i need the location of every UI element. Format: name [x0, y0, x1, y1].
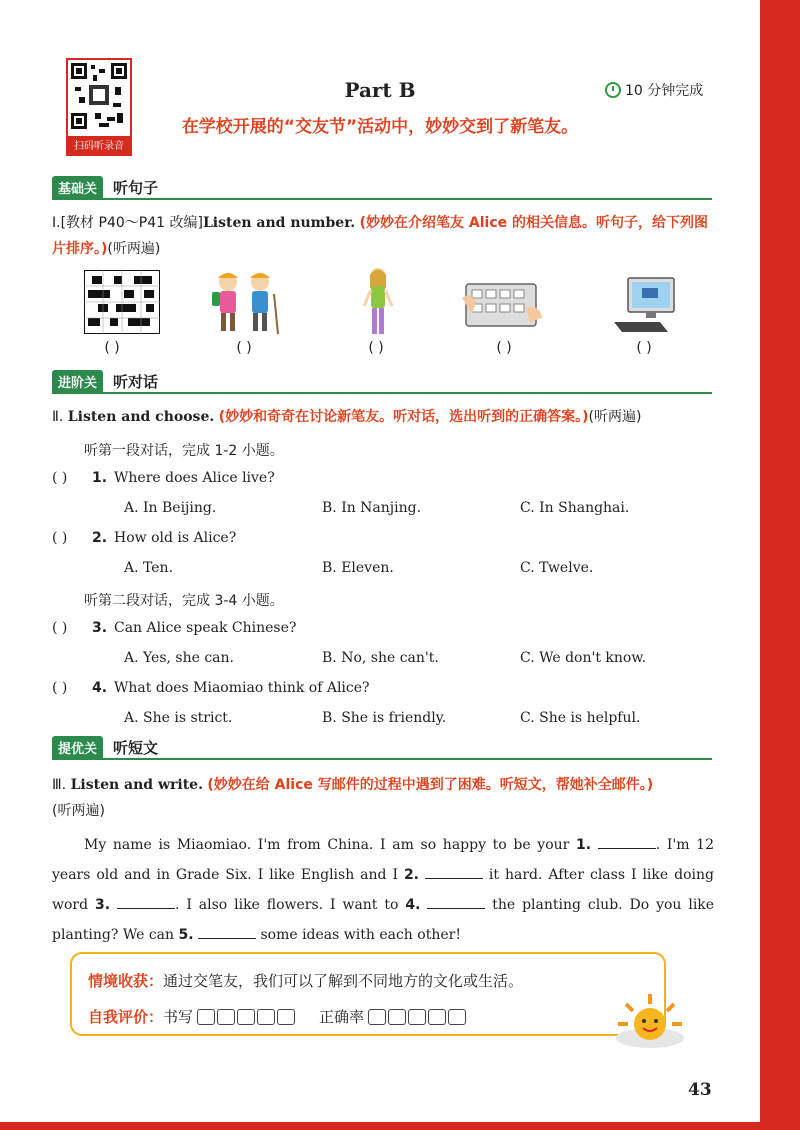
option-a[interactable]: A. Yes, she can.: [124, 650, 234, 666]
section-tag: 提优关: [52, 736, 103, 759]
thumb-icon[interactable]: [217, 1009, 235, 1025]
thumb-icon[interactable]: [388, 1009, 406, 1025]
answer-bracket[interactable]: ( ): [52, 680, 68, 696]
clock-icon: [605, 82, 621, 98]
answer-bracket[interactable]: ( ): [52, 530, 68, 546]
blank-1[interactable]: [598, 834, 656, 849]
section-name: 听对话: [113, 372, 159, 391]
blank-2[interactable]: [425, 864, 483, 879]
email-passage: My name is Miaomiao. I'm from China. I am so happy to be your 1. . I'm 12 years old and in Grade Six. I like English and I 2. it hard. After class I like doing word 3. . I also like flowers. I want to 4. the planting club. Do you like planting? We can 5. some ideas with each other!: [52, 830, 714, 950]
option-a[interactable]: A. She is strict.: [124, 710, 233, 726]
thumb-icon[interactable]: [428, 1009, 446, 1025]
dialogue-2-note: 听第二段对话，完成 3-4 小题。: [84, 593, 284, 609]
section-basic: [52, 176, 712, 200]
crossword-icon: [84, 270, 160, 334]
thumb-icon[interactable]: [237, 1009, 255, 1025]
option-b[interactable]: B. No, she can't.: [322, 650, 439, 666]
qr-code[interactable]: [66, 58, 132, 156]
answer-bracket[interactable]: ( ): [52, 470, 68, 486]
page-frame-right: [760, 0, 800, 1130]
girl-icon: [358, 266, 398, 338]
answer-bracket[interactable]: ( ): [52, 620, 68, 636]
answer-paren-1[interactable]: ( ): [104, 340, 120, 356]
question-row: ( ) 1. Where does Alice live?: [52, 470, 275, 486]
answer-paren-4[interactable]: ( ): [496, 340, 512, 356]
option-b[interactable]: B. She is friendly.: [322, 710, 447, 726]
option-c[interactable]: C. In Shanghai.: [520, 500, 630, 516]
question-3-instruction: Ⅲ. Listen and write. (妙妙在给 Alice 写邮件的过程中遇到了困难。听短文，帮她补全邮件。) (听两遍): [52, 777, 654, 819]
section-name: 听短文: [113, 738, 159, 757]
option-b[interactable]: B. Eleven.: [322, 560, 394, 576]
answer-paren-5[interactable]: ( ): [636, 340, 652, 356]
part-title: Part B: [344, 78, 416, 102]
writing-rating[interactable]: [197, 1009, 295, 1025]
thumb-icon[interactable]: [197, 1009, 215, 1025]
thumb-icon[interactable]: [448, 1009, 466, 1025]
answer-paren-2[interactable]: ( ): [236, 340, 252, 356]
self-evaluation: 自我评价： 书写 正确率: [88, 1006, 490, 1027]
thumb-icon[interactable]: [368, 1009, 386, 1025]
question-1-instruction: Ⅰ.[教材 P40～P41 改编]Listen and number. (妙妙在介绍笔友 Alice 的相关信息。听句子，给下列图片排序。)(听两遍): [52, 215, 708, 257]
option-c[interactable]: C. Twelve.: [520, 560, 594, 576]
qr-caption: 扫码听录音: [66, 138, 132, 156]
section-tag: 基础关: [52, 176, 103, 199]
thumb-icon[interactable]: [257, 1009, 275, 1025]
timer: [605, 80, 703, 100]
page-frame-bottom: [0, 1122, 800, 1130]
question-2-instruction: Ⅱ. Listen and choose. (妙妙和奇奇在讨论新笔友。听对话，选出听到的正确答案。)(听两遍): [52, 409, 642, 425]
blank-3[interactable]: [117, 894, 175, 909]
section-name: 听句子: [113, 178, 159, 197]
scenario-gain: 情境收获：通过交笔友，我们可以了解到不同地方的文化或生活。: [88, 972, 524, 990]
option-a[interactable]: A. In Beijing.: [124, 500, 217, 516]
option-c[interactable]: C. We don't know.: [520, 650, 647, 666]
sun-icon: [612, 990, 688, 1050]
keyboard-icon: [462, 278, 544, 334]
blank-4[interactable]: [427, 894, 485, 909]
option-b[interactable]: B. In Nanjing.: [322, 500, 422, 516]
summary-box: [70, 952, 666, 1036]
question-row: ( ) 2. How old is Alice?: [52, 530, 237, 546]
thumb-icon[interactable]: [408, 1009, 426, 1025]
dialogue-1-note: 听第一段对话，完成 1-2 小题。: [84, 443, 284, 459]
scenario-subtitle: 在学校开展的“交友节”活动中，妙妙交到了新笔友。: [181, 117, 579, 137]
question-row: ( ) 3. Can Alice speak Chinese?: [52, 620, 297, 636]
answer-paren-3[interactable]: ( ): [368, 340, 384, 356]
option-a[interactable]: A. Ten.: [124, 560, 174, 576]
page-number: 43: [688, 1080, 712, 1100]
blank-5[interactable]: [198, 924, 256, 939]
hiking-kids-icon: [208, 266, 284, 336]
computer-icon: [610, 274, 680, 334]
thumb-icon[interactable]: [277, 1009, 295, 1025]
section-excellent: [52, 736, 712, 760]
option-c[interactable]: C. She is helpful.: [520, 710, 641, 726]
accuracy-rating[interactable]: [368, 1009, 466, 1025]
question-row: ( ) 4. What does Miaomiao think of Alice?: [52, 680, 370, 696]
section-advanced: [52, 370, 712, 394]
timer-label: 10 分钟完成: [625, 83, 704, 99]
section-tag: 进阶关: [52, 370, 103, 393]
